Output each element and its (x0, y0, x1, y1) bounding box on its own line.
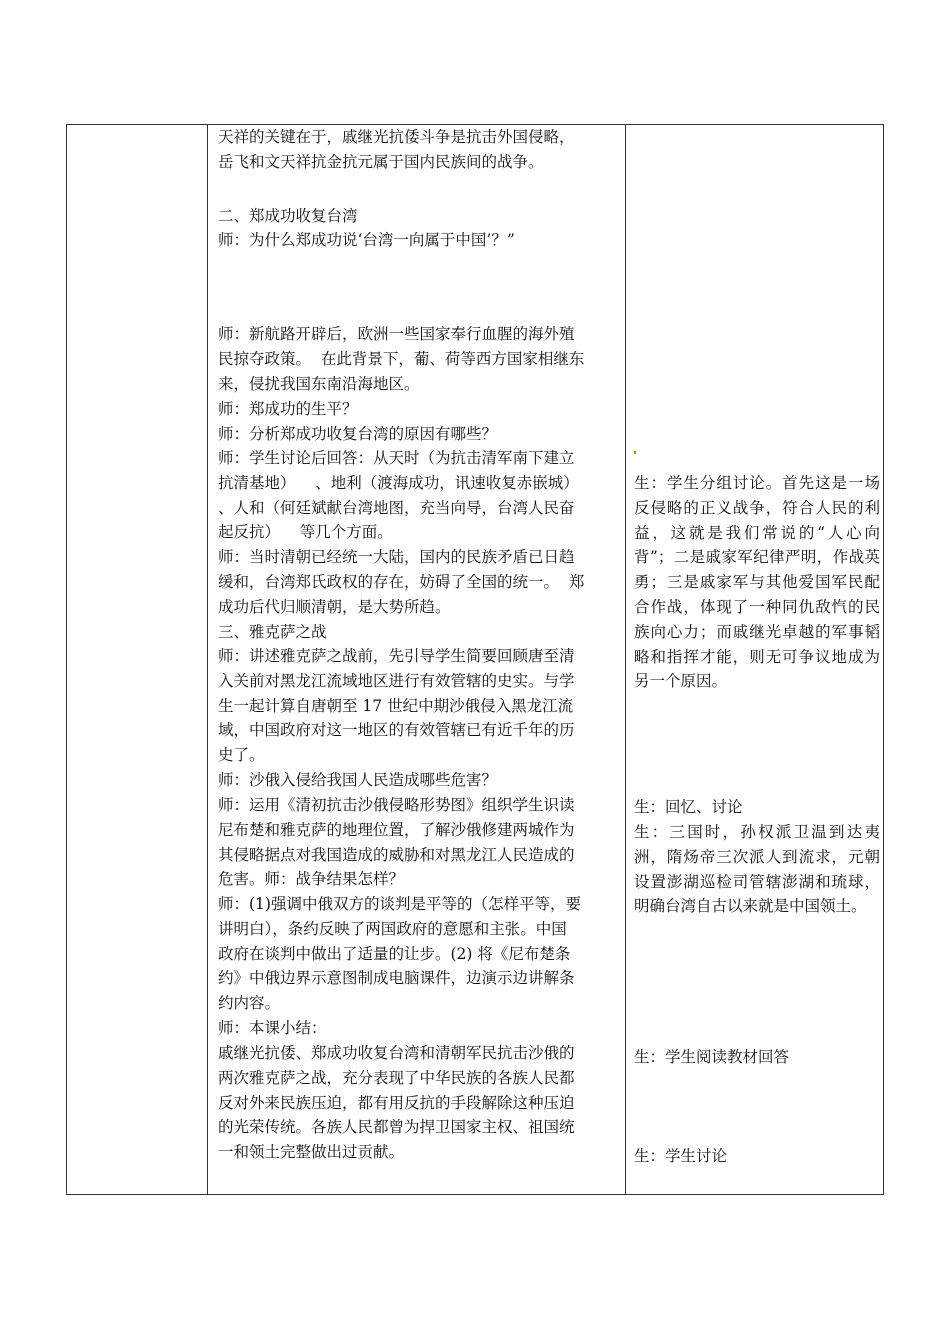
heading-yaksa: 三、雅克萨之战 (218, 623, 327, 641)
student-response-discuss: 生：学生讨论 (634, 1147, 728, 1165)
paragraph-new-route: 师：新航路开辟后，欧洲一些国家奉行血腥的海外殖 民掠夺政策。 在此背景下，葡、荷等西方国家相继东 来，侵扰我国东南沿海地区。 (218, 325, 585, 393)
paragraph-answer: 师：学生讨论后回答：从天时（为抗击清军南下建立 抗清基地） 、地利（渡海成功，讯速收复赤嵌城） 、人和（何廷斌献台湾地图，充当向导，台湾人民奋 起反抗） 等几个方面。 (218, 449, 579, 542)
column-divider-left (207, 125, 208, 1194)
paragraph-intro: 天祥的关键在于，戚继光抗倭斗争是抗击外国侵略， 岳飞和文天祥抗金抗元属于国内民族间的战争。 (218, 128, 575, 171)
paragraph-treaty: 师：(1)强调中俄双方的谈判是平等的（怎样平等，要 讲明白），条约反映了两国政府的意愿和主张。中国 政府在谈判中做出了适量的让步。(2) 将《尼布楚条 约》中俄边界示意图制成电脑课件，边演示边讲解条 约内容。 (218, 895, 581, 1013)
summary-heading: 师：本课小结： (218, 1019, 327, 1037)
student-response-recall: 生：回忆、讨论 (634, 798, 743, 816)
paragraph-heilongjiang: 师：讲述雅克萨之战前，先引导学生简要回顾唐至清 入关前对黑龙江流域地区进行有效管辖的史实。与学 生一起计算自唐朝至 17 世纪中期沙俄侵入黑龙江流 域，中国政府对这一地区的有效管辖已有近千年的历 史了。 (218, 647, 575, 765)
stray-mark (634, 451, 636, 454)
lesson-table (66, 124, 884, 1195)
question-taiwan: 师：为什么郑成功说‘台湾一向属于中国’？” (218, 231, 515, 249)
question-biography: 师：郑成功的生平？ (218, 400, 358, 418)
question-harm: 师：沙俄入侵给我国人民造成哪些危害？ (218, 771, 498, 789)
summary-paragraph: 戚继光抗倭、郑成功收复台湾和清朝军民抗击沙俄的 两次雅克萨之战，充分表现了中华民族的各族人民都 反对外来民族压迫，都有用反抗的手段解除这种压迫 的光荣传统。各族人民都曾为捍卫国家主权、祖国统 一和领土完整做出过贡献。 (218, 1044, 575, 1162)
paragraph-map: 师：运用《清初抗击沙俄侵略形势图》组织学生识读 尼布楚和雅克萨的地理位置，了解沙俄修建两城作为 其侵略据点对我国造成的威胁和对黑龙江人民造成的 危害。师：战争结果怎样？ (218, 796, 575, 889)
student-response-discussion: 生：学生分组讨论。首先这是一场反侵略的正义战争，符合人民的利益，这就是我们常说的“人心向背”；二是戚家军纪律严明，作战英勇；三是戚家军与其他爱国军民配合作战，体现了一种同仇敌忾的民族向心力；而戚继光卓越的军事韬略和指挥才能，则无可争议地成为另一个原因。 (634, 474, 880, 691)
question-reasons: 师：分析郑成功收复台湾的原因有哪些？ (218, 425, 498, 443)
paragraph-qing: 师：当时清朝已经统一大陆，国内的民族矛盾已日趋 缓和，台湾郑氏政权的存在，妨碍了全国的统一。 郑 成功后代归顺清朝，是大势所趋。 (218, 548, 585, 616)
column-divider-right (625, 125, 626, 1194)
student-response-reading: 生：学生阅读教材回答 (634, 1048, 790, 1066)
heading-zheng-chenggong: 二、郑成功收复台湾 (218, 207, 358, 225)
student-response-taiwan-history: 生：三国时，孙权派卫温到达夷洲，隋炀帝三次派人到流求，元朝设置澎湖巡检司管辖澎湖和琉球，明确台湾自古以来就是中国领土。 (634, 823, 880, 916)
